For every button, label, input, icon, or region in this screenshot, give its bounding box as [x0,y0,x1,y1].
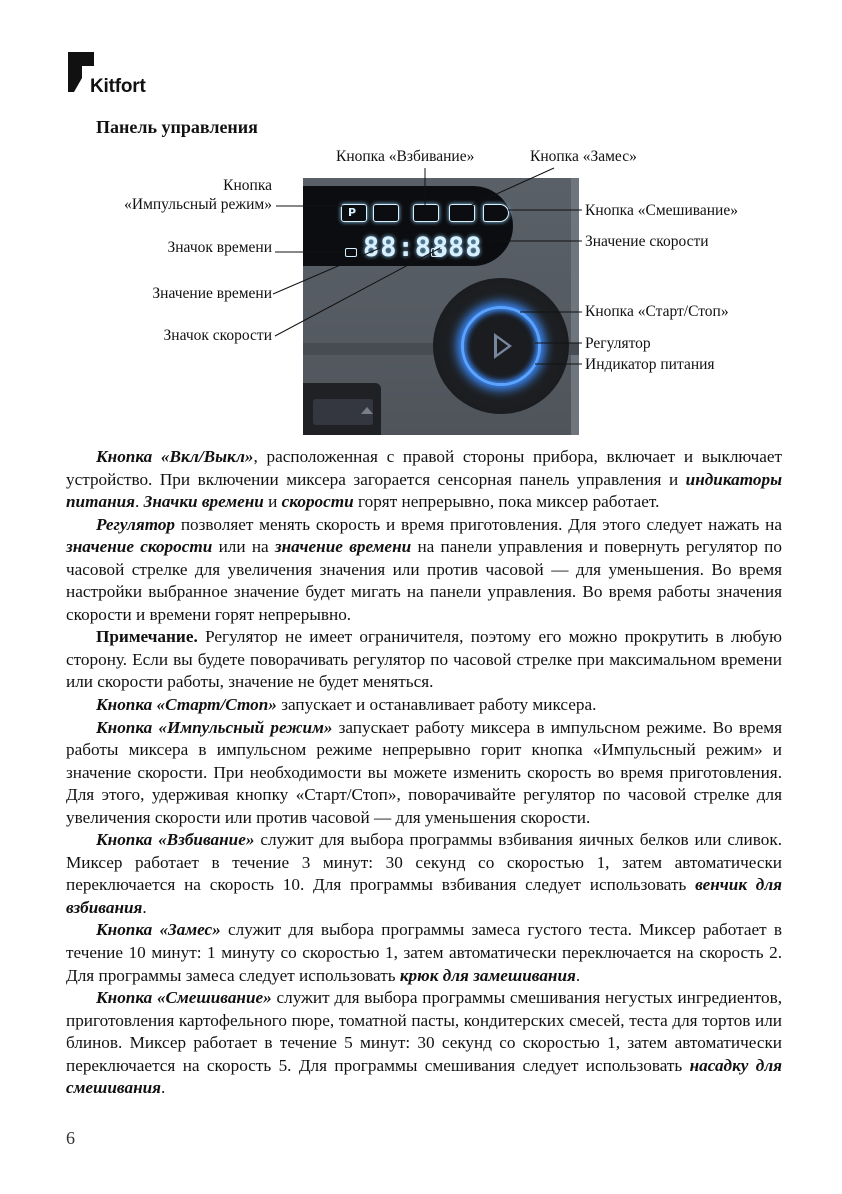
paragraph-power-button: Кнопка «Вкл/Выкл», расположенная с правой стороны прибора, включает и выключает устройство. При включении миксера загорается сенсорная панель управления и индикаторы питания. Значки времени и скорости горят непрерывно, пока миксер работает. [66,447,782,512]
control-panel-diagram [0,140,842,440]
paragraph-pulse-mode: Кнопка «Импульсный режим» запускает работу миксера в импульсном режиме. Во время работы миксера в импульсном режиме непрерывно горит кнопка «Импульсный режим» и значение скорости. При необходимости вы можете изменить скорость во время приготовления. Для этого, удерживая кнопку «Старт/Стоп», поворачивайте регулятор по часовой стрелке для увеличения скорости или против часовой — для уменьшения скорости. [66,717,782,827]
label-whip-button: Кнопка «Взбивание» [336,148,475,165]
paragraph-note: Примечание. Регулятор не имеет ограничителя, поэтому его можно прокрутить в любую сторону. Если вы будете поворачивать регулятор по часовой стрелке при максимальном времени или скорости работы, значение не будет меняться. [66,627,782,692]
paragraph-whip: Кнопка «Взбивание» служит для выбора программы взбивания яичных белков или сливок. Миксер работает в течение 3 минут: 30 секунд со скоростью 1, затем автоматически переключается на скорость 10. Для программы взбивания следует использовать венчик для взбивания. [66,830,782,917]
label-time-value: Значение времени [152,285,272,302]
label-pulse-button-2: «Импульсный режим» [124,196,272,213]
label-pulse-button-1: Кнопка [223,177,272,194]
brand-name: Kitfort [90,76,146,97]
paragraph-regulator: Регулятор позволяет менять скорость и время приготовления. Для этого следует нажать на значение скорости или на значение времени на панели управления и повернуть регулятор по часовой стрелке для увеличения значения или против часовой — для уменьшения. Во время настройки выбранное значение будет мигать на панели управления. Во время работы значения скорости и времени горят непрерывно. [66,514,782,624]
paragraph-knead: Кнопка «Замес» служит для выбора программы замеса густого теста. Миксер работает в течение 10 минут: 1 минуту со скоростью 1, затем автоматически переключается на скорость 2. Для программы замеса следует использовать крюк для замешивания. [66,920,782,985]
label-speed-value: Значение скорости [585,233,709,250]
speed-value[interactable]: 88 [448,232,483,263]
paragraph-mix: Кнопка «Смешивание» служит для выбора программы смешивания негустых ингредиентов, приготовления картофельного пюре, томатной пасты, кондитерских смесей, теста для тортов или блинов. Миксер работает в течение 5 минут: 30 секунд со скоростью 1, затем автоматически переключается на скорость 5. Для программы смешивания следует использовать насадку для смешивания. [66,988,782,1098]
page-number: 6 [66,1128,75,1148]
label-knead-button: Кнопка «Замес» [530,148,637,165]
section-title: Панель управления [96,117,258,137]
label-mix-button: Кнопка «Смешивание» [585,202,738,219]
label-speed-icon: Значок скорости [163,327,272,344]
instructions-text [66,446,782,1100]
leader-lines [0,140,842,440]
kitfort-logo [66,48,176,104]
paragraph-start-stop: Кнопка «Старт/Стоп» запускает и останавливает работу миксера. [96,695,597,715]
pulse-mode-button[interactable]: P [341,204,367,222]
time-value[interactable]: 88:88 [363,232,450,263]
label-time-icon: Значок времени [167,239,272,256]
label-power-indicator: Индикатор питания [585,356,715,373]
label-start-stop-button: Кнопка «Старт/Стоп» [585,303,729,320]
label-regulator: Регулятор [585,335,651,352]
